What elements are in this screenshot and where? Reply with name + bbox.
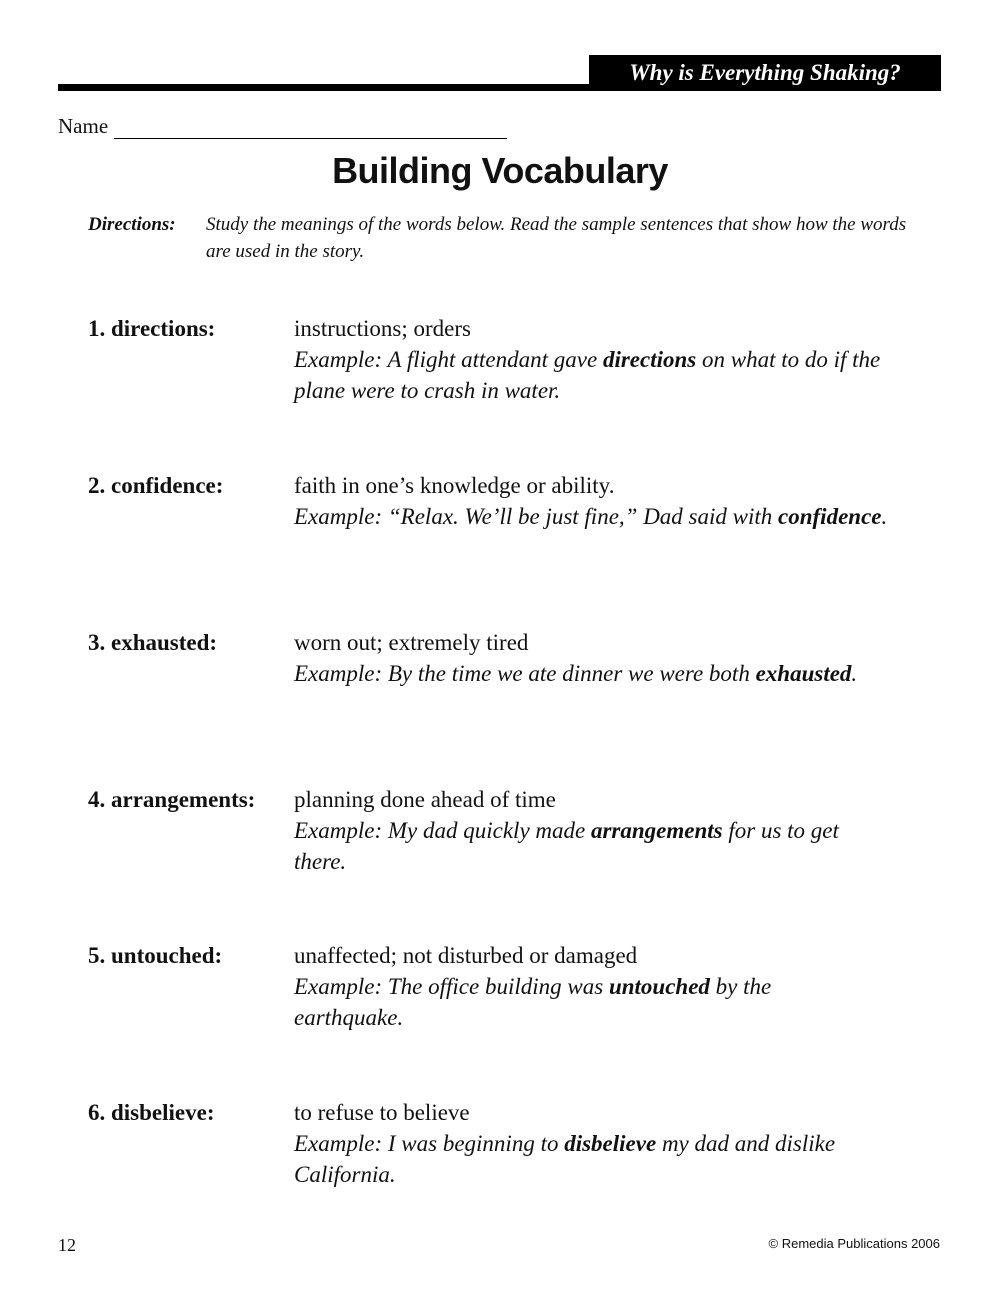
copyright-notice: © Remedia Publications 2006 (768, 1236, 940, 1251)
vocab-definition-block (294, 940, 874, 1033)
page-title: Building Vocabulary (332, 150, 668, 191)
vocab-term: 1. directions: (88, 316, 216, 341)
vocab-definition: instructions; orders (294, 316, 471, 341)
vocab-term: 3. exhausted: (88, 630, 218, 655)
example-word: arrangements (590, 818, 723, 843)
example-prefix: Example: The office building was (294, 974, 609, 999)
vocab-definition: unaffected; not disturbed or damaged (294, 943, 638, 968)
name-field (58, 114, 507, 139)
vocab-definition-block (294, 1097, 919, 1190)
directions (88, 211, 928, 265)
vocab-term: 4. arrangements: (88, 787, 256, 812)
vocab-term: 6. disbelieve: (88, 1100, 215, 1125)
example-suffix: my dad and dislike California. (294, 1131, 836, 1187)
vocab-definition: planning done ahead of time (294, 787, 556, 812)
vocab-term: 5. untouched: (88, 943, 223, 968)
vocab-example (294, 815, 864, 877)
vocab-definition: to refuse to believe (294, 1100, 470, 1125)
directions-label: Directions: (88, 214, 176, 235)
example-suffix: on what to do if the plane were to crash in water. (294, 347, 881, 403)
example-word: directions (602, 347, 697, 372)
example-suffix: by the earthquake. (294, 974, 772, 1030)
vocab-term: 2. confidence: (88, 473, 224, 498)
directions-text: Study the meanings of the words below. Read the sample sentences that show how the words are used in the story. (206, 214, 907, 262)
vocab-example (294, 1128, 919, 1190)
vocab-example (294, 658, 934, 689)
vocab-definition: worn out; extremely tired (294, 630, 529, 655)
example-prefix: Example: A flight attendant gave (294, 347, 603, 372)
name-label: Name (58, 114, 109, 138)
example-prefix: Example: “Relax. We’ll be just fine,” Dad said with (294, 504, 779, 529)
example-word: disbelieve (564, 1131, 657, 1156)
example-prefix: Example: I was beginning to (294, 1131, 565, 1156)
vocab-definition-block (294, 470, 919, 532)
example-prefix: Example: By the time we ate dinner we were both (294, 661, 756, 686)
vocab-example (294, 501, 919, 532)
vocab-definition-block (294, 313, 919, 406)
vocab-definition-block (294, 784, 864, 877)
example-suffix: for us to get there. (294, 818, 839, 874)
vocab-example (294, 344, 919, 406)
example-suffix: . (851, 661, 858, 686)
header-banner: Why is Everything Shaking? (589, 55, 941, 91)
vocab-example (294, 971, 874, 1033)
example-suffix: . (881, 504, 888, 529)
example-word: untouched (608, 974, 710, 999)
example-prefix: Example: My dad quickly made (294, 818, 591, 843)
example-word: exhausted (755, 661, 852, 686)
name-blank-line (114, 118, 507, 139)
vocab-definition-block (294, 627, 934, 689)
page-number: 12 (58, 1235, 76, 1255)
example-word: confidence (778, 504, 882, 529)
vocab-definition: faith in one’s knowledge or ability. (294, 473, 615, 498)
